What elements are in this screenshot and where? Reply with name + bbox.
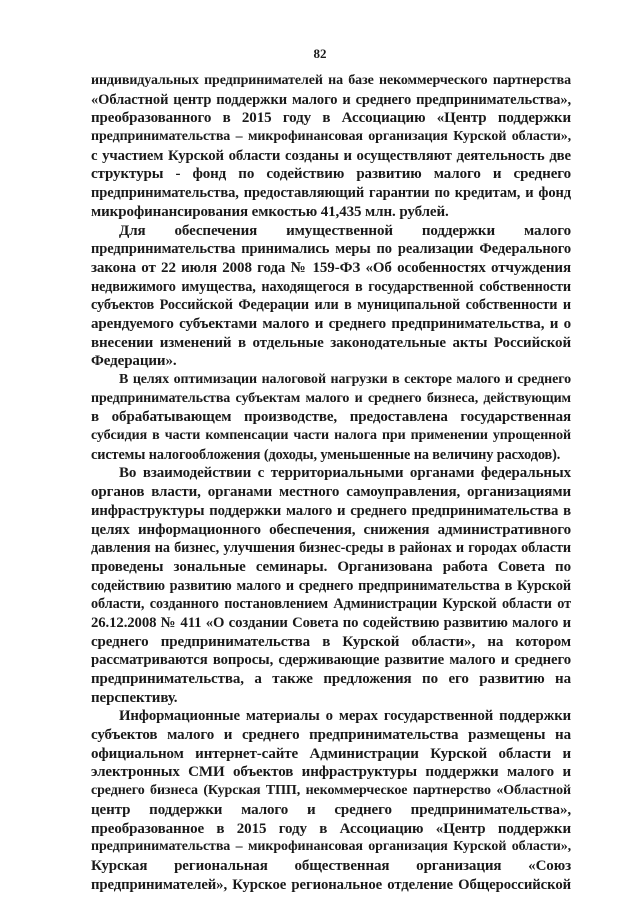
text-line: официальном интернет-сайте Администрации Курской области и xyxy=(91,745,571,762)
text-line: субъектов Российской Федерации или в муниципальной собственности и xyxy=(91,297,571,314)
text-line: с участием Курской области созданы и осуществляют деятельность две xyxy=(91,147,571,164)
text-line: Во взаимодействии с территориальными органами федеральных xyxy=(119,465,571,482)
text-line: целях информационного обеспечения, снижения административного xyxy=(91,521,571,538)
text-line: В целях оптимизации налоговой нагрузки в секторе малого и среднего xyxy=(119,372,571,387)
text-line: системы налогообложения (доходы, уменьшенные на величину расходов). xyxy=(91,446,561,463)
text-line: Курская региональная общественная организация «Союз xyxy=(91,857,571,874)
page-number: 82 xyxy=(313,46,327,61)
text-line: органов власти, органами местного самоуправления, организациями xyxy=(91,484,571,501)
text-line: внесении изменений в отдельные законодательные акты Российской xyxy=(91,334,571,351)
text-line: перспективу. xyxy=(91,689,178,706)
text-line: арендуемого субъектами малого и среднего предпринимательства, и о xyxy=(91,315,571,332)
text-line: в обрабатывающем производстве, предоставлена государственная xyxy=(91,409,571,426)
text-line: «Областной центр поддержки малого и среднего предпринимательства», xyxy=(91,91,571,108)
text-line: среднего бизнеса (Курская ТПП, некоммерческое партнерство «Областной xyxy=(91,783,571,799)
text-line: предпринимательства, а также предложения по его развитию на xyxy=(91,671,571,687)
text-line: предпринимательства – микрофинансовая организация Курской области», xyxy=(91,129,571,145)
text-line: структуры - фонд по содействию развитию малого и среднего xyxy=(91,166,571,183)
text-line: предпринимательства, предоставляющий гарантии по кредитам, и фонд xyxy=(91,185,571,202)
text-line: давления на бизнес, улучшения бизнес-среды в районах и городах области xyxy=(91,540,571,557)
text-line: недвижимого имущества, находящегося в государственной собственности xyxy=(91,278,571,295)
text-line: субъектов малого и среднего предпринимательства размещены на xyxy=(91,727,571,744)
text-line: предпринимателей», Курское региональное отделение Общероссийской xyxy=(91,876,571,893)
text-line: предпринимательства – микрофинансовая организация Курской области», xyxy=(91,839,571,855)
text-line: индивидуальных предпринимателей на базе некоммерческого партнерства xyxy=(91,73,571,88)
text-line: инфраструктуры поддержки малого и среднего предпринимательства в xyxy=(91,502,571,519)
text-line: предпринимательства субъектам малого и среднего бизнеса, действующим xyxy=(91,390,571,406)
text-line: проведены зональные семинары. Организована работа Совета по xyxy=(91,558,571,575)
text-line: центр поддержки малого и среднего предпринимательства», xyxy=(91,801,571,818)
text-line: предпринимательства принимались меры по реализации Федерального xyxy=(91,241,571,258)
text-line: 26.12.2008 № 411 «О создании Совета по содействию развитию малого и xyxy=(91,614,571,631)
text-line: субсидия в части компенсации части налога при применении упрощенной xyxy=(91,428,571,444)
text-line: области, созданного постановлением Администрации Курской области от xyxy=(91,596,571,613)
text-line: закона от 22 июля 2008 года № 159-ФЗ «Об особенностях отчуждения xyxy=(91,259,571,276)
text-line: преобразованного в 2015 году в Ассоциацию «Центр поддержки xyxy=(91,110,571,127)
text-line: Информационные материалы о мерах государственной поддержки xyxy=(119,708,571,725)
text-line: содействию развитию малого и среднего предпринимательства в Курской xyxy=(91,577,571,594)
text-line: рассматриваются вопросы, сдерживающие развитие малого и среднего xyxy=(91,652,571,669)
text-line: микрофинансирования емкостью 41,435 млн. рублей. xyxy=(91,203,449,220)
text-line: Для обеспечения имущественной поддержки малого xyxy=(119,222,571,239)
text-line: среднего предпринимательства в Курской области», на котором xyxy=(91,633,571,650)
text-line: Федерации». xyxy=(91,353,177,370)
text-line: электронных СМИ объектов инфраструктуры поддержки малого и xyxy=(91,764,571,781)
body-text xyxy=(91,72,571,894)
text-line: преобразованное в 2015 году в Ассоциацию «Центр поддержки xyxy=(91,820,571,837)
